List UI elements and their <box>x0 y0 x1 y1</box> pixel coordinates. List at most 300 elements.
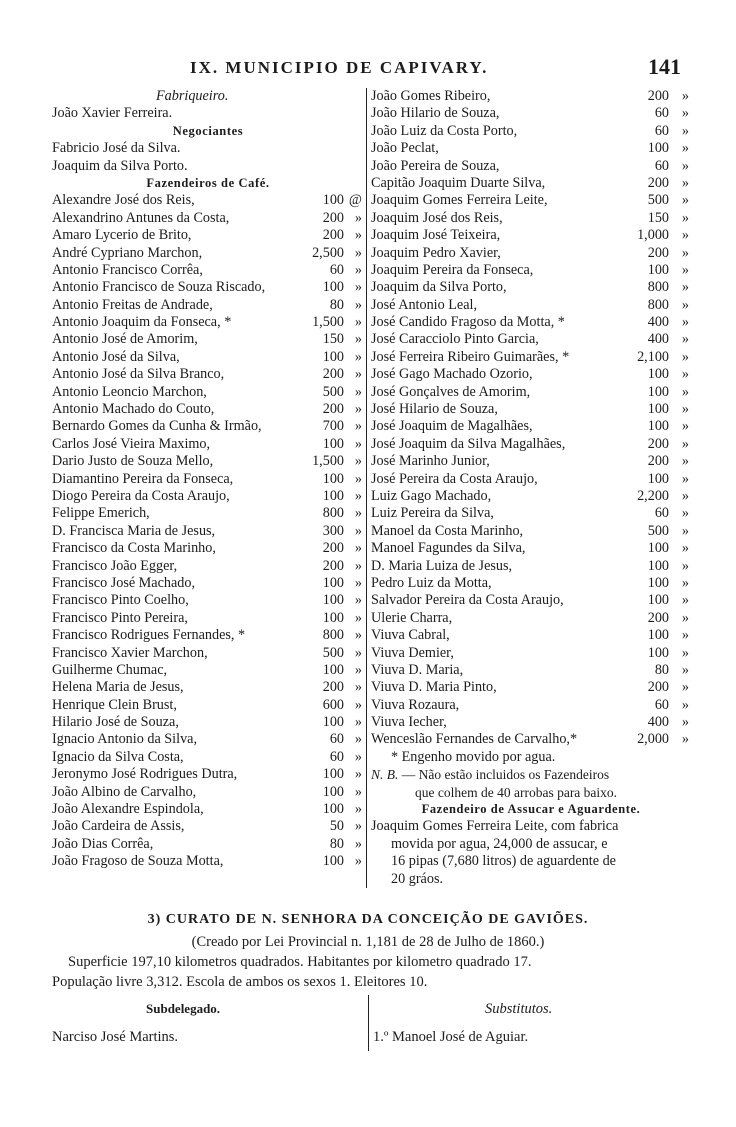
arrobas-value: 600 <box>322 696 344 713</box>
arrobas-value: 200 <box>322 366 344 383</box>
unit-mark: » <box>681 592 689 609</box>
fazendeiro-name: Salvador Pereira da Costa Araujo, <box>371 592 564 609</box>
fazendeiro-name: Viuva Rozaura, <box>371 696 460 713</box>
unit-mark: » <box>681 227 689 244</box>
unit-mark: » <box>354 853 362 870</box>
unit-mark: » <box>354 627 362 644</box>
unit-mark: » <box>354 522 362 539</box>
substituto-item: 1.º Manoel José de Aguiar. <box>373 1029 529 1045</box>
fazendeiro-name: Alexandre José dos Reis, <box>52 192 195 209</box>
unit-mark: » <box>354 714 362 731</box>
fazendeiro-name: Antonio José da Silva Branco, <box>52 366 225 383</box>
unit-mark: » <box>354 609 362 626</box>
page-number: 141 <box>648 54 681 79</box>
fazendeiro-row <box>52 610 364 627</box>
unit-mark: » <box>354 766 362 783</box>
arrobas-value: 200 <box>647 174 669 191</box>
unit-mark: » <box>354 227 362 244</box>
fazendeiro-name: Antonio Machado do Couto, <box>52 401 215 418</box>
arrobas-value: 100 <box>647 592 669 609</box>
unit-mark: » <box>681 731 689 748</box>
arrobas-value: 100 <box>322 279 344 296</box>
unit-mark: » <box>681 609 689 626</box>
arrobas-value: 500 <box>322 644 344 661</box>
fazendeiro-name: Hilario José de Souza, <box>52 714 179 731</box>
assucar-line: movida por agua, 24,000 de assucar, e <box>391 835 608 852</box>
fazendeiro-row <box>371 714 691 731</box>
fazendeiro-row <box>52 679 364 696</box>
unit-mark: » <box>681 105 689 122</box>
fazendeiro-name: Diogo Pereira da Costa Araujo, <box>52 487 230 504</box>
assucar-line: 20 gráos. <box>391 870 444 887</box>
fazendeiro-name: João Peclat, <box>371 140 439 157</box>
fazendeiro-name: João Gomes Ribeiro, <box>371 88 491 104</box>
fazendeiro-name: Luiz Pereira da Silva, <box>371 505 494 522</box>
arrobas-value: 100 <box>322 801 344 818</box>
fazendeiro-row <box>371 627 691 644</box>
arrobas-value: 200 <box>322 557 344 574</box>
arrobas-value: 80 <box>329 296 344 313</box>
fazendeiro-name: Wenceslão Fernandes de Carvalho,* <box>371 731 578 748</box>
arrobas-value: 200 <box>322 401 344 418</box>
fazendeiro-row <box>52 262 364 279</box>
fazendeiro-row <box>371 123 691 140</box>
unit-mark: » <box>681 418 689 435</box>
arrobas-value: 300 <box>322 522 344 539</box>
fazendeiro-row <box>371 210 691 227</box>
unit-mark: » <box>681 505 689 522</box>
arrobas-value: 500 <box>647 192 669 209</box>
fazendeiro-row <box>52 523 364 540</box>
fazendeiro-row <box>371 314 691 331</box>
unit-mark: » <box>354 540 362 557</box>
unit-mark: » <box>681 279 689 296</box>
unit-mark: » <box>681 122 689 139</box>
arrobas-value: 700 <box>322 418 344 435</box>
fazendeiro-row <box>52 697 364 714</box>
arrobas-value: 60 <box>329 731 344 748</box>
unit-mark: » <box>354 244 362 261</box>
arrobas-value: 2,500 <box>312 244 344 261</box>
unit-mark: » <box>681 296 689 313</box>
arrobas-value: 100 <box>647 140 669 157</box>
arrobas-value: 100 <box>647 401 669 418</box>
fazendeiro-row <box>52 627 364 644</box>
unit-mark: » <box>354 331 362 348</box>
fazendeiro-row <box>371 471 691 488</box>
fazendeiro-row <box>52 836 364 853</box>
fazendeiro-name: Antonio Francisco de Souza Riscado, <box>52 279 266 296</box>
fazendeiro-name: João Dias Corrêa, <box>52 835 154 852</box>
arrobas-value: 150 <box>647 209 669 226</box>
unit-mark: » <box>354 487 362 504</box>
curato-populacao: População livre 3,312. Escola de ambos os sexos 1. Eleitores 10. <box>52 974 428 990</box>
fazendeiro-name: José Joaquim da Silva Magalhães, <box>371 435 566 452</box>
arrobas-value: 100 <box>322 783 344 800</box>
assucar-line: Joaquim Gomes Ferreira Leite, com fabrica <box>371 818 619 835</box>
fazendeiro-row <box>371 279 691 296</box>
fazendeiro-row <box>371 227 691 244</box>
arrobas-value: 60 <box>654 105 669 122</box>
fazendeiro-name: Francisco Rodrigues Fernandes, * <box>52 627 246 644</box>
page-title: IX. MUNICIPIO DE CAPIVARY. <box>190 58 489 77</box>
arrobas-value: 200 <box>647 609 669 626</box>
fazendeiro-row <box>371 679 691 696</box>
fazendeiro-name: José Joaquim de Magalhães, <box>371 418 533 435</box>
fazendeiro-name: Viuva D. Maria Pinto, <box>371 679 497 696</box>
fazendeiro-name: Carlos José Vieira Maximo, <box>52 435 211 452</box>
unit-mark: » <box>681 487 689 504</box>
fazendeiro-row <box>371 662 691 679</box>
unit-mark: » <box>681 140 689 157</box>
arrobas-value: 800 <box>647 279 669 296</box>
fabriqueiro-name: João Xavier Ferreira. <box>52 105 173 122</box>
arrobas-value: 1,500 <box>312 314 344 331</box>
fazendeiro-name: José Caracciolo Pinto Garcia, <box>371 331 539 348</box>
arrobas-value: 400 <box>647 331 669 348</box>
fazendeiro-row <box>371 697 691 714</box>
fazendeiro-row <box>371 384 691 401</box>
arrobas-value: 500 <box>647 522 669 539</box>
unit-mark: » <box>354 366 362 383</box>
unit-mark: » <box>354 470 362 487</box>
fazendeiro-name: Viuva Cabral, <box>371 627 450 644</box>
fazendeiro-name: Pedro Luiz da Motta, <box>371 574 492 591</box>
fazendeiro-name: Guilherme Chumac, <box>52 661 168 678</box>
fazendeiro-name: Helena Maria de Jesus, <box>52 679 184 696</box>
fazendeiro-name: André Cypriano Marchon, <box>52 244 203 261</box>
fazendeiro-name: José Gonçalves de Amorim, <box>371 383 531 400</box>
fazendeiro-row <box>52 853 364 870</box>
unit-mark: » <box>354 261 362 278</box>
fazendeiro-name: D. Francisca Maria de Jesus, <box>52 522 216 539</box>
arrobas-value: 500 <box>322 383 344 400</box>
arrobas-value: 100 <box>322 348 344 365</box>
arrobas-value: 60 <box>654 505 669 522</box>
fazendeiro-row <box>371 610 691 627</box>
subdelegado-block <box>52 995 368 1051</box>
fazendeiro-row <box>52 662 364 679</box>
arrobas-value: 100 <box>322 609 344 626</box>
assucar-line: 16 pipas (7,680 litros) de aguardente de <box>391 853 616 870</box>
arrobas-value: 100 <box>647 627 669 644</box>
unit-mark: » <box>681 157 689 174</box>
fazendeiro-name: Luiz Gago Machado, <box>371 487 492 504</box>
fazendeiro-name: José Antonio Leal, <box>371 296 477 313</box>
nb-text-continued: que colhem de 40 arrobas para baixo. <box>415 784 618 800</box>
fazendeiro-row <box>52 366 364 383</box>
fazendeiro-row <box>371 331 691 348</box>
fazendeiro-name: Antonio José de Amorim, <box>52 331 198 348</box>
fazendeiro-row <box>371 158 691 175</box>
fazendeiro-name: Antonio José da Silva, <box>52 348 180 365</box>
unit-mark: » <box>681 209 689 226</box>
fazendeiro-row <box>52 592 364 609</box>
unit-mark: » <box>681 314 689 331</box>
fazendeiro-row <box>371 575 691 592</box>
fazendeiro-name: Viuva Demier, <box>371 644 454 661</box>
fazendeiro-name: José Pereira da Costa Araujo, <box>371 470 538 487</box>
negociantes-heading: Negociantes <box>172 123 244 138</box>
unit-mark: » <box>681 661 689 678</box>
fazendeiro-row <box>371 558 691 575</box>
arrobas-value: 60 <box>654 122 669 139</box>
fabriqueiro-heading: Fabriqueiro. <box>156 88 229 104</box>
unit-mark: » <box>681 192 689 209</box>
fazendeiro-name: João Pereira de Souza, <box>371 157 500 174</box>
fazendeiro-row <box>52 418 364 435</box>
fazendeiro-row <box>52 714 364 731</box>
negociante-item: Joaquim da Silva Porto. <box>52 157 188 174</box>
fazendeiro-name: José Marinho Junior, <box>371 453 490 470</box>
fazendeiro-row <box>371 592 691 609</box>
fazendeiro-name: Joaquim da Silva Porto, <box>371 279 507 296</box>
fazendeiro-name: João Cardeira de Assis, <box>52 818 185 835</box>
fazendeiro-row <box>371 436 691 453</box>
unit-mark: » <box>681 644 689 661</box>
fazendeiro-name: D. Maria Luiza de Jesus, <box>371 557 513 574</box>
arrobas-value: 60 <box>654 696 669 713</box>
fazendeiros-cafe-heading: Fazendeiros de Café. <box>146 175 270 190</box>
arrobas-value: 100 <box>322 192 344 209</box>
fazendeiro-name: Alexandrino Antunes da Costa, <box>52 209 230 226</box>
fazendeiro-name: Capitão Joaquim Duarte Silva, <box>371 174 546 191</box>
fazendeiro-row <box>52 766 364 783</box>
unit-mark: » <box>354 592 362 609</box>
fazendeiro-row <box>371 540 691 557</box>
fazendeiro-name: Amaro Lycerio de Brito, <box>52 227 192 244</box>
fazendeiro-row <box>52 505 364 522</box>
fazendeiro-row <box>52 210 364 227</box>
unit-mark: » <box>354 783 362 800</box>
footnote: * Engenho movido por agua. <box>391 748 556 765</box>
unit-mark: » <box>681 574 689 591</box>
arrobas-value: 200 <box>322 679 344 696</box>
unit-mark: » <box>354 644 362 661</box>
fazendeiro-name: Viuva D. Maria, <box>371 661 464 678</box>
fazendeiro-row <box>52 731 364 748</box>
fazendeiro-row <box>52 488 364 505</box>
arrobas-value: 50 <box>329 818 344 835</box>
page-header <box>0 54 736 88</box>
fazendeiro-name: Francisco Xavier Marchon, <box>52 644 208 661</box>
arrobas-value: 100 <box>647 557 669 574</box>
unit-mark: » <box>354 731 362 748</box>
fazendeiro-row <box>52 818 364 835</box>
fazendeiro-row <box>371 488 691 505</box>
unit-mark: » <box>681 174 689 191</box>
arrobas-value: 200 <box>647 435 669 452</box>
unit-mark: @ <box>348 192 362 209</box>
unit-mark: » <box>681 557 689 574</box>
unit-mark: » <box>354 209 362 226</box>
fazendeiro-row <box>371 418 691 435</box>
unit-mark: » <box>354 557 362 574</box>
arrobas-value: 100 <box>647 574 669 591</box>
fazendeiro-row <box>52 331 364 348</box>
unit-mark: » <box>681 627 689 644</box>
fazendeiro-row <box>371 245 691 262</box>
unit-mark: » <box>681 470 689 487</box>
unit-mark: » <box>681 696 689 713</box>
arrobas-value: 200 <box>322 227 344 244</box>
negociante-item: Fabricio José da Silva. <box>52 140 181 157</box>
fazendeiro-name: João Fragoso de Souza Motta, <box>52 853 224 870</box>
fazendeiro-row <box>52 314 364 331</box>
fazendeiro-name: Joaquim José dos Reis, <box>371 209 503 226</box>
arrobas-value: 100 <box>647 540 669 557</box>
unit-mark: » <box>354 679 362 696</box>
arrobas-value: 200 <box>647 88 669 104</box>
unit-mark: » <box>681 714 689 731</box>
fazendeiro-row <box>52 540 364 557</box>
arrobas-value: 800 <box>322 505 344 522</box>
fazendeiro-row <box>371 731 691 748</box>
unit-mark: » <box>354 314 362 331</box>
arrobas-value: 80 <box>329 835 344 852</box>
substitutos-heading: Substitutos. <box>485 1001 553 1017</box>
arrobas-value: 200 <box>647 244 669 261</box>
unit-mark: » <box>354 279 362 296</box>
unit-mark: » <box>354 453 362 470</box>
unit-mark: » <box>681 261 689 278</box>
fazendeiro-row <box>371 366 691 383</box>
fazendeiro-row <box>371 175 691 192</box>
fazendeiro-name: João Alexandre Espindola, <box>52 801 204 818</box>
curato-section <box>0 908 736 992</box>
arrobas-value: 200 <box>647 453 669 470</box>
fazendeiro-name: Henrique Clein Brust, <box>52 696 177 713</box>
nota-bene <box>371 766 691 783</box>
fazendeiro-name: Antonio Freitas de Andrade, <box>52 296 213 313</box>
fazendeiro-row <box>371 523 691 540</box>
fazendeiro-name: Antonio Francisco Corrêa, <box>52 261 203 278</box>
fazendeiro-name: José Ferreira Ribeiro Guimarães, * <box>371 348 570 365</box>
arrobas-value: 400 <box>647 714 669 731</box>
fazendeiro-name: Francisco Pinto Coelho, <box>52 592 189 609</box>
arrobas-value: 1,500 <box>312 453 344 470</box>
unit-mark: » <box>681 348 689 365</box>
unit-mark: » <box>354 435 362 452</box>
fazendeiro-name: Joaquim Pereira da Fonseca, <box>371 261 534 278</box>
arrobas-value: 80 <box>654 661 669 678</box>
unit-mark: » <box>681 366 689 383</box>
unit-mark: » <box>354 661 362 678</box>
unit-mark: » <box>354 348 362 365</box>
fazendeiro-row <box>52 384 364 401</box>
fazendeiros-list-right <box>371 88 691 749</box>
unit-mark: » <box>354 383 362 400</box>
arrobas-value: 100 <box>647 383 669 400</box>
arrobas-value: 100 <box>647 470 669 487</box>
arrobas-value: 100 <box>322 853 344 870</box>
unit-mark: » <box>354 574 362 591</box>
left-column <box>52 88 364 871</box>
fazendeiro-row <box>52 558 364 575</box>
arrobas-value: 2,000 <box>637 731 669 748</box>
curato-heading: 3) CURATO DE N. SENHORA DA CONCEIÇÃO DE GAVIÕES. <box>147 912 589 927</box>
fazendeiro-name: José Candido Fragoso da Motta, * <box>371 314 565 331</box>
fazendeiro-name: Jeronymo José Rodrigues Dutra, <box>52 766 238 783</box>
unit-mark: » <box>354 818 362 835</box>
fazendeiro-row <box>371 349 691 366</box>
arrobas-value: 2,200 <box>637 487 669 504</box>
fazendeiro-name: Francisco Pinto Pereira, <box>52 609 188 626</box>
unit-mark: » <box>354 835 362 852</box>
arrobas-value: 400 <box>647 314 669 331</box>
fazendeiro-name: João Albino de Carvalho, <box>52 783 197 800</box>
arrobas-value: 100 <box>647 418 669 435</box>
nb-label: N. B. <box>371 767 399 783</box>
fazendeiro-name: Antonio Joaquim da Fonseca, * <box>52 314 232 331</box>
arrobas-value: 100 <box>647 261 669 278</box>
arrobas-value: 100 <box>322 574 344 591</box>
fazendeiro-name: Francisco José Machado, <box>52 574 196 591</box>
curato-superficie: Superficie 197,10 kilometros quadrados. Habitantes por kilometro quadrado 17. <box>68 954 532 970</box>
arrobas-value: 100 <box>647 644 669 661</box>
fazendeiro-row <box>52 749 364 766</box>
unit-mark: » <box>354 401 362 418</box>
right-column <box>366 88 691 888</box>
unit-mark: » <box>681 435 689 452</box>
unit-mark: » <box>681 331 689 348</box>
fazendeiro-row <box>52 297 364 314</box>
fazendeiro-row <box>52 645 364 662</box>
fazendeiro-row <box>52 245 364 262</box>
unit-mark: » <box>681 540 689 557</box>
curato-created: (Creado por Lei Provincial n. 1,181 de 28 de Julho de 1860.) <box>191 934 545 950</box>
fazendeiro-row <box>371 505 691 522</box>
unit-mark: » <box>681 679 689 696</box>
unit-mark: » <box>681 244 689 261</box>
fazendeiro-row <box>52 279 364 296</box>
subdelegado-heading: Subdelegado. <box>146 1001 221 1016</box>
assucar-heading: Fazendeiro de Assucar e Aguardente. <box>421 802 641 817</box>
fazendeiro-name: Diamantino Pereira da Fonseca, <box>52 470 234 487</box>
fazendeiro-row <box>52 349 364 366</box>
arrobas-value: 150 <box>322 331 344 348</box>
nb-text: — Não estão incluidos os Fazendeiros <box>401 767 610 783</box>
arrobas-value: 100 <box>322 714 344 731</box>
fazendeiro-name: Antonio Leoncio Marchon, <box>52 383 207 400</box>
fazendeiro-row <box>371 645 691 662</box>
unit-mark: » <box>354 801 362 818</box>
fazendeiro-name: João Hilario de Souza, <box>371 105 500 122</box>
unit-mark: » <box>354 696 362 713</box>
arrobas-value: 100 <box>322 766 344 783</box>
arrobas-value: 200 <box>647 679 669 696</box>
fazendeiro-row <box>371 401 691 418</box>
fazendeiro-name: Viuva Iecher, <box>371 714 447 731</box>
fazendeiro-row <box>52 227 364 244</box>
fazendeiro-name: Manoel da Costa Marinho, <box>371 522 524 539</box>
unit-mark: » <box>354 296 362 313</box>
unit-mark: » <box>681 383 689 400</box>
unit-mark: » <box>681 88 689 104</box>
fazendeiro-row <box>52 401 364 418</box>
fazendeiro-row <box>371 140 691 157</box>
unit-mark: » <box>681 453 689 470</box>
fazendeiro-name: Ignacio Antonio da Silva, <box>52 731 198 748</box>
arrobas-value: 60 <box>329 261 344 278</box>
fazendeiro-name: Francisco da Costa Marinho, <box>52 540 216 557</box>
arrobas-value: 200 <box>322 540 344 557</box>
fazendeiro-name: Bernardo Gomes da Cunha & Irmão, <box>52 418 262 435</box>
arrobas-value: 100 <box>322 470 344 487</box>
substitutos-block <box>368 995 693 1051</box>
unit-mark: » <box>681 522 689 539</box>
fazendeiro-row <box>52 436 364 453</box>
